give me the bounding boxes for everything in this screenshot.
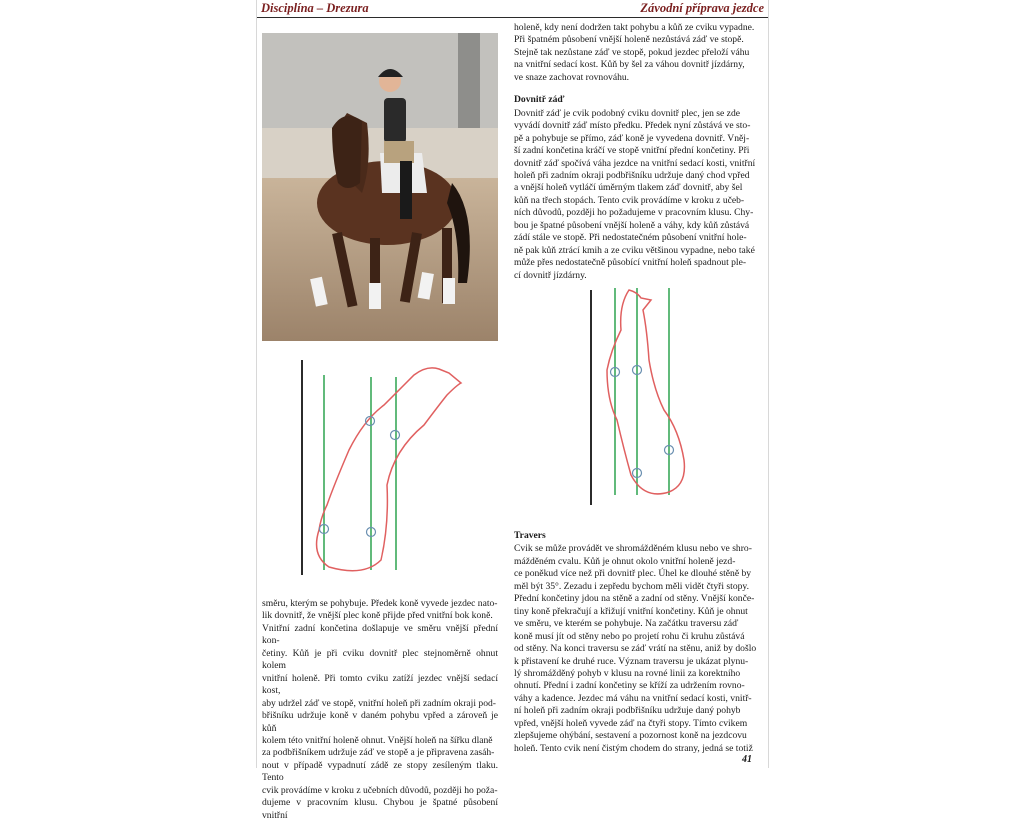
travers-section bbox=[514, 530, 757, 755]
text-line: Dovnitř záď je cvik podobný cviku dovnitř plec, jen se zde bbox=[514, 107, 740, 119]
text-line: Stejně tak nezůstane záď ve stopě, pokud jezdec přeloží váhu bbox=[514, 46, 750, 58]
text-line: Vnitřní zadní končetina došlapuje ve směru vnější přední kon- bbox=[262, 622, 498, 647]
text-line: váhy a kadence. Jezdec má váhu na vnitřní sedací kosti, vnitř- bbox=[514, 692, 752, 704]
running-header bbox=[257, 0, 768, 18]
text-line: lý shromážděný pohyb v klusu na rovné linii za korektního bbox=[514, 667, 741, 679]
header-discipline: Disciplína – Drezura bbox=[261, 1, 369, 15]
text-line: četiny. Kůň je při cviku dovnitř plec stejnoměrně ohnut kolem bbox=[262, 647, 498, 672]
text-line: holeň při zadním okraji podbřišníku udržuje daný chod vpřed bbox=[514, 169, 750, 181]
text-line: ve snaze zachovat rovnováhu. bbox=[514, 71, 630, 83]
text-line: cí dovnitř jízdárny. bbox=[514, 269, 587, 281]
text-line: Přední končetiny jdou na stěně a zadní od stěny. Vnější konče- bbox=[514, 593, 755, 605]
text-line: dujeme v pracovním klusu. Chybou je špatné působení vnitřní bbox=[262, 797, 498, 821]
right-column-top bbox=[514, 22, 757, 282]
text-line: lik dovnitř, že vnější plec koně přijde před vnitřní bok koně. bbox=[262, 610, 493, 622]
text-line: koně musí jít od stěny nebo po projetí rohu či kruhu zůstává bbox=[514, 630, 745, 642]
text-line: ně pak kůň ztrácí kmih a ze cviku většinou vypadne, nebo také bbox=[514, 244, 755, 256]
text-line: kůň na třech stopách. Tento cvik provádíme v kroku z učeb- bbox=[514, 194, 745, 206]
dressage-photo bbox=[262, 33, 498, 341]
left-column-bottom bbox=[262, 598, 498, 822]
text-line: vyvádí dovnitř záď místo předku. Předek nyní zůstává ve sto- bbox=[514, 120, 751, 132]
text-line: dovnitř záď spočívá váha jezdce na vnitřní sedací kosti, vnitřní bbox=[514, 157, 756, 169]
text-line: aby udržel záď ve stopě, vnitřní holeň při zadním okraji pod- bbox=[262, 697, 496, 709]
text-line: ohnutí. Přední i zadní končetiny se kříží za udržením rovno- bbox=[514, 680, 745, 692]
text-line: vnitřní holeně. Při tomto cviku zatíží jezdec vnější sedací kost, bbox=[262, 672, 498, 697]
text-line: ve směru, ve kterém se pohybuje. Na začátku traversu záď bbox=[514, 618, 739, 630]
text-line: ší zadní končetina kráčí ve stopě vnitřní přední končetiny. Při bbox=[514, 145, 750, 157]
text-line: k přistavení ke druhé ruce. Význam traversu je ukázat plynu- bbox=[514, 655, 749, 667]
text-line: a vnější holeň vytláčí úměrným tlakem záď dovnitř, aby šel bbox=[514, 182, 743, 194]
text-line: cvik provádíme v kroku z učebních důvodů, později ho poža- bbox=[262, 784, 498, 796]
text-line: tiny koně překračují a křižují vnitřní končetiny. Kůň je ohnut bbox=[514, 605, 748, 617]
page-number: 41 bbox=[742, 754, 752, 765]
section-heading-haunches-in: Dovnitř záď bbox=[514, 94, 565, 106]
text-line: holeň. Tento cvik není čistým chodem do strany, jedná se totiž bbox=[514, 742, 753, 754]
text-line: ních důvodů, později ho požadujeme v pracovním klusu. Chy- bbox=[514, 207, 754, 219]
text-line: Cvik se může provádět ve shromážděném klusu nebo ve shro- bbox=[514, 543, 752, 555]
text-line: mážděném cvalu. Kůň je ohnut okolo vnitřní holeně jezd- bbox=[514, 555, 736, 567]
text-line: kolem této vnitřní holeně ohnut. Vnější holeň na šířku dlaně bbox=[262, 734, 493, 746]
haunches-in-diagram bbox=[569, 280, 744, 515]
text-line: zádí stále ve stopě. Při nedostatečném působení vnitřní hole- bbox=[514, 232, 747, 244]
text-line: směru, kterým se pohybuje. Předek koně vyvede jezdec nato- bbox=[262, 598, 498, 609]
text-line: ní holeň při zadním okraji podbřišníku udržuje daný pohyb bbox=[514, 705, 741, 717]
text-line: za podbřišníkem udržuje záď ve stopě a je připravena zasáh- bbox=[262, 747, 495, 759]
text-line: nout v případě vypadnutí zádě ze stopy zesíleným tlaku. Tento bbox=[262, 759, 498, 784]
text-line: břišníku udržuje koně v daném pohybu vpřed a zároveň je kůň bbox=[262, 710, 498, 734]
section-heading-travers: Travers bbox=[514, 530, 546, 541]
text-line: ce poněkud více než při dovnitř plec. Úhel ke dlouhé stěně by bbox=[514, 568, 752, 580]
text-line: měl být 35°. Zezadu i zepředu bychom měli vidět čtyři stopy. bbox=[514, 580, 749, 592]
header-chapter: Závodní příprava jezdce bbox=[640, 1, 764, 15]
shoulder-in-diagram bbox=[289, 355, 489, 580]
text-line: bou je špatné působení vnější holeně a váhy, kdy kůň zůstává bbox=[514, 219, 750, 231]
text-line: může přes nedostatečně působící vnitřní holeň spadnout ple- bbox=[514, 257, 747, 269]
text-line: od stěny. Na konci traversu se záď vrátí na stěnu, aniž by došlo bbox=[514, 643, 757, 655]
text-line: zlepšujeme ohýbání, sestavení a pozornost koně na jezdcovu bbox=[514, 730, 747, 742]
book-page bbox=[256, 0, 769, 821]
text-line: Při špatném působení vnější holeně nezůstává záď ve stopě. bbox=[514, 34, 744, 46]
text-line: vpřed, vnější holeň vyvede záď na čtyři stopy. Tímto cvikem bbox=[514, 717, 748, 729]
text-line: holeně, kdy není dodržen takt pohybu a kůň ze cviku vypadne. bbox=[514, 22, 755, 33]
text-line: pě a pohybuje se přímo, záď koně je vyvedena dovnitř. Vněj- bbox=[514, 132, 750, 144]
text-line: na vnitřní sedací kost. Kůň by šel za váhou dovnitř jízdárny, bbox=[514, 59, 745, 71]
